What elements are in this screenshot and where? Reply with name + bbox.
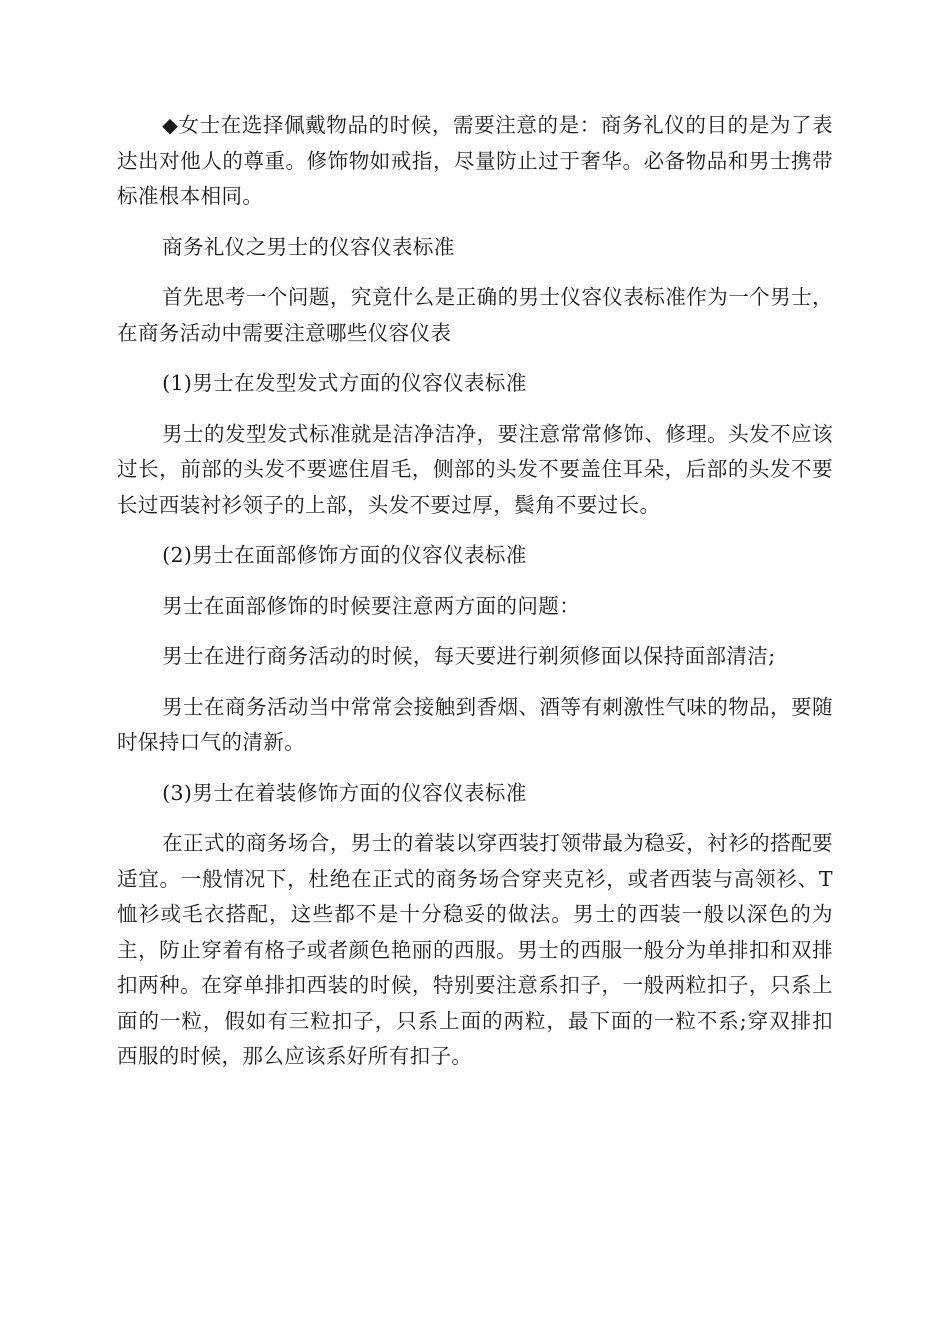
paragraph-shaving: 男士在进行商务活动的时候，每天要进行剃须修面以保持面部清洁; [162,644,776,668]
paragraph-hairstyle: 男士的发型发式标准就是洁净洁净，要注意常常修饰、修理。头发不应该过长，前部的头发不要遮住眉毛，侧部的头发不要盖住耳朵，后部的头发不要长过西装衬衫领子的上部，头发不要过厚，鬓角不要过长。 [117,421,833,517]
paragraph-attire: 在正式的商务场合，男士的着装以穿西装打领带最为稳妥，衬衫的搭配要适宜。一般情况下，杜绝在正式的商务场合穿夹克衫，或者西装与高领衫、T恤衫或毛衣搭配，这些都不是十分稳妥的做法。男士的西装一般以深色的为主，防止穿着有格子或者颜色艳丽的西服。男士的西服一般分为单排扣和双排扣两种。在穿单排扣西装的时候，特别要注意系扣子，一般两粒扣子，只系上面的一粒，假如有三粒扣子，只系上面的两粒，最下面的一粒不系;穿双排扣西服的时候，那么应该系好所有扣子。 [117,831,833,1068]
subheading-face-grooming: (2)男士在面部修饰方面的仪容仪表标准 [162,543,527,567]
paragraph-fresh-breath: 男士在商务活动当中常常会接触到香烟、酒等有刺激性气味的物品，要随时保持口气的清新。 [117,694,833,754]
document-page [117,108,833,1090]
paragraph-intro-question: 首先思考一个问题，究竟什么是正确的男士仪容仪表标准作为一个男士，在商务活动中需要注意哪些仪容仪表 [117,285,833,345]
section-title-men-appearance: 商务礼仪之男士的仪容仪表标准 [162,234,455,259]
subheading-attire: (3)男士在着装修饰方面的仪容仪表标准 [162,780,527,805]
paragraph-face-grooming-intro: 男士在面部修饰的时候要注意两方面的问题： [162,593,581,618]
subheading-hairstyle: (1)男士在发型发式方面的仪容仪表标准 [162,371,527,395]
paragraph-women-accessories: ◆女士在选择佩戴物品的时候，需要注意的是：商务礼仪的目的是为了表达出对他人的尊重。修饰物如戒指，尽量防止过于奢华。必备物品和男士携带标准根本相同。 [117,113,833,208]
